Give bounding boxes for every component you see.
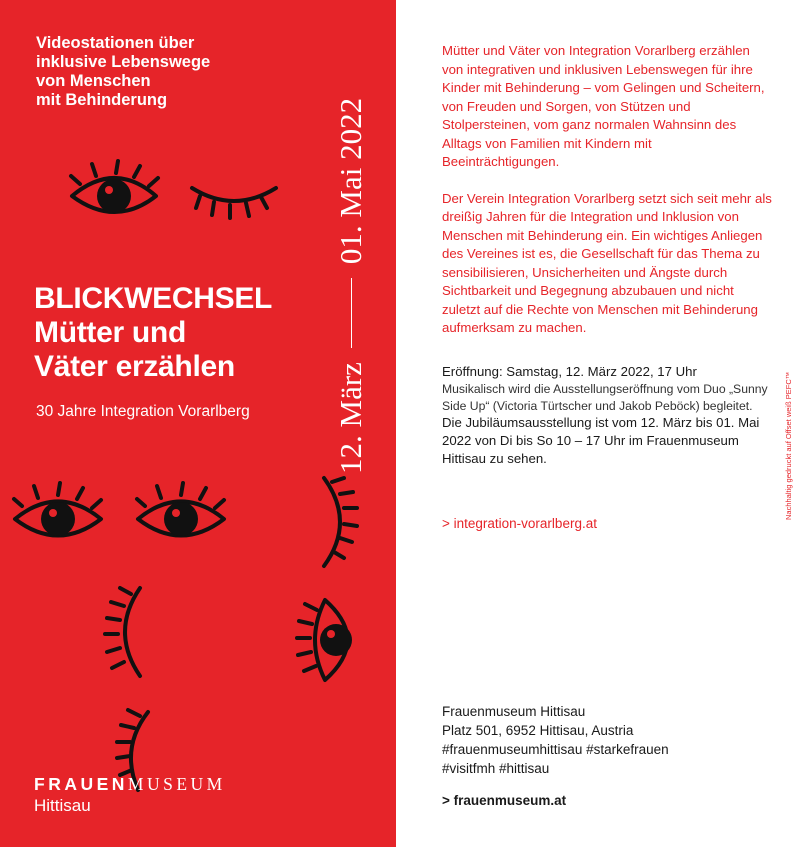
- subtitle-line-2: inklusive Lebenswege: [36, 53, 211, 71]
- print-note: [781, 330, 797, 520]
- red-panel: [0, 0, 396, 847]
- music-text: Musikalisch wird die Ausstellungseröffnung vom Duo „Sunny Side Up“ (Victoria Türtscher und Jakob Peböck) begleitet.: [442, 382, 768, 413]
- description-paragraph-1: Mütter und Väter von Integration Vorarlberg erzählen von integrativen und inklusiven Lebenswegen für ihre Kinder mit Behinderung – vom Gelingen und Scheitern, von Freuden und Sorgen, von Stützen und Stolpersteinen, vom ganz normalen Wahnsinn des Alltags von Familien mit Kindern mit Beeinträchtigungen.: [442, 43, 765, 169]
- winking-eye-icon: [192, 188, 276, 218]
- opening-text: Eröffnung: Samstag, 12. März 2022, 17 Uhr: [442, 364, 697, 379]
- logo-museum: MUSEUM: [127, 774, 226, 794]
- museum-logo: [34, 774, 226, 794]
- address-line-3: #frauenmuseumhittisau #starkefrauen: [442, 742, 669, 757]
- closed-eye-icon: [324, 478, 357, 566]
- museum-address: [442, 702, 669, 778]
- subtitle-line-4: mit Behinderung: [36, 91, 168, 109]
- closed-eye-icon: [105, 588, 140, 676]
- date-separator: [351, 278, 352, 348]
- logo-frauen: FRAUEN: [34, 774, 128, 794]
- tagline: 30 Jahre Integration Vorarlberg: [36, 403, 250, 420]
- address-line-4: #visitfmh #hittisau: [442, 761, 550, 776]
- subtitle-line-3: von Menschen: [36, 72, 151, 90]
- open-eye-icon: [137, 483, 224, 536]
- title-line-3: Väter erzählen: [34, 350, 235, 383]
- museum-link[interactable]: > frauenmuseum.at: [442, 793, 567, 808]
- description: [442, 42, 772, 338]
- exhibition-dates: [311, 34, 391, 474]
- open-eye-icon: [14, 483, 101, 536]
- open-eye-icon: [297, 600, 352, 680]
- integration-link[interactable]: > integration-vorarlberg.at: [442, 516, 597, 531]
- subtitle-line-1: Videostationen über: [36, 34, 195, 52]
- address-line-2: Platz 501, 6952 Hittisau, Austria: [442, 723, 634, 738]
- date-start: 12. März: [333, 362, 368, 474]
- print-note-text: Nachhaltig gedruckt auf Offset weiß PEFC™: [784, 371, 793, 520]
- event-info: [442, 363, 772, 468]
- logo-city: Hittisau: [34, 796, 91, 815]
- title-line-1: BLICKWECHSEL: [34, 282, 273, 315]
- dates-text: Die Jubiläumsausstellung ist vom 12. März bis 01. Mai 2022 von Di bis So 10 – 17 Uhr im Frauenmuseum Hittisau zu sehen.: [442, 415, 760, 466]
- date-end: 01. Mai 2022: [333, 97, 368, 265]
- address-line-1: Frauenmuseum Hittisau: [442, 704, 586, 719]
- title-line-2: Mütter und: [34, 316, 186, 349]
- description-paragraph-2: Der Verein Integration Vorarlberg setzt sich seit mehr als dreißig Jahren für die Integration und Inklusion von Menschen mit Behinderung ein. Ein wichtiges Anliegen des Vereines ist es, die Gesellschaft für das Thema zu sensibilisieren, Unsicherheiten und Ängste durch Sichtbarkeit und Begegnung abzubauen und nicht zuletzt auf die Rechte von Menschen mit Behinderung aufmerksam zu machen.: [442, 190, 772, 335]
- open-eye-icon: [71, 161, 158, 213]
- exhibition-title: [34, 282, 334, 384]
